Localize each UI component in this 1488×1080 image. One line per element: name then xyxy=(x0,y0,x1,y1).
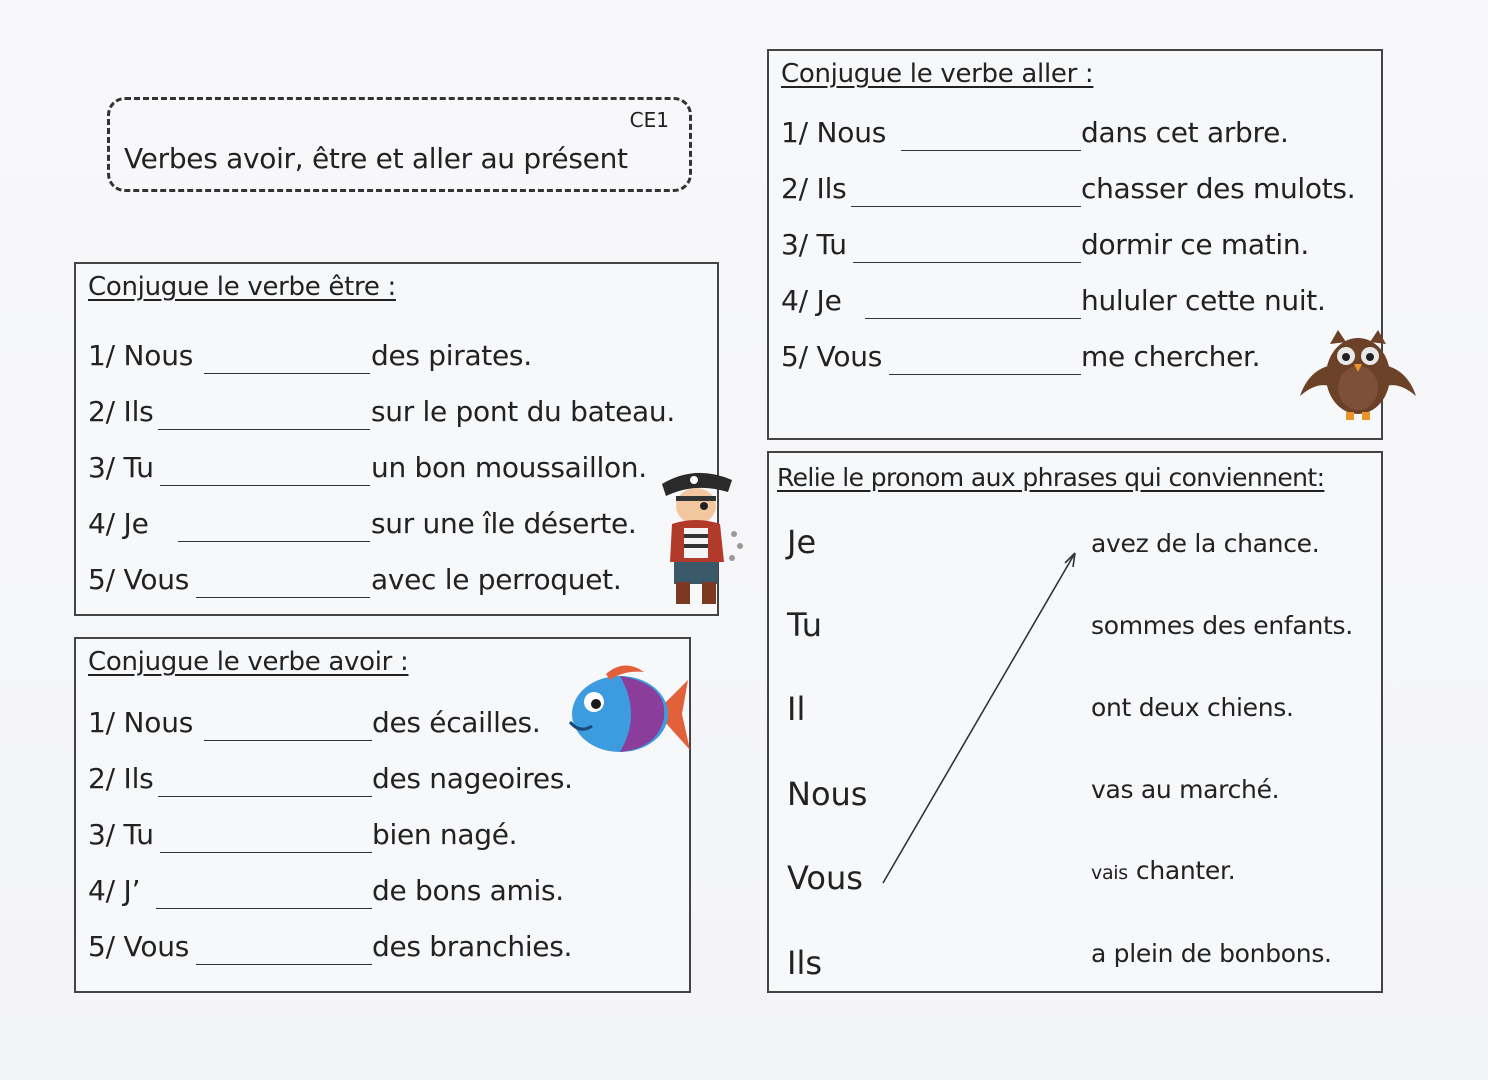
row-tail: des écailles. xyxy=(372,706,541,739)
row-label: 1/ Nous xyxy=(88,339,194,372)
relie-box xyxy=(767,451,1383,993)
row-label: 5/ Vous xyxy=(88,930,190,963)
title-box xyxy=(107,97,692,192)
row-tail: sur le pont du bateau. xyxy=(371,395,675,428)
row-label: 2/ Ils xyxy=(88,395,154,428)
row-label: 2/ Ils xyxy=(88,762,154,795)
row-label: 2/ Ils xyxy=(781,172,847,205)
row-label: 5/ Vous xyxy=(88,563,190,596)
answer-blank[interactable] xyxy=(156,908,372,909)
row-label: 1/ Nous xyxy=(88,706,194,739)
row-tail: dans cet arbre. xyxy=(1081,116,1289,149)
row-label: 3/ Tu xyxy=(88,451,154,484)
answer-blank[interactable] xyxy=(889,374,1081,375)
pronoun-il[interactable]: Il xyxy=(787,690,806,728)
answer-blank[interactable] xyxy=(178,541,370,542)
row-label: 3/ Tu xyxy=(781,228,847,261)
connector-line xyxy=(769,453,1385,995)
row-tail: des branchies. xyxy=(372,930,573,963)
phrase-5-text: chanter. xyxy=(1135,856,1236,885)
phrase-3[interactable]: ont deux chiens. xyxy=(1091,693,1294,722)
phrase-6[interactable]: a plein de bonbons. xyxy=(1091,939,1332,968)
relie-title: Relie le pronom aux phrases qui conviennent: xyxy=(777,463,1325,492)
phrase-5-verb: vais xyxy=(1091,862,1128,884)
answer-blank[interactable] xyxy=(204,373,370,374)
row-tail: des pirates. xyxy=(371,339,532,372)
row-tail: avec le perroquet. xyxy=(371,563,622,596)
phrase-2[interactable]: sommes des enfants. xyxy=(1091,611,1353,640)
row-tail: de bons amis. xyxy=(372,874,564,907)
row-label: 4/ Je xyxy=(781,284,842,317)
pronoun-tu[interactable]: Tu xyxy=(787,606,822,644)
row-tail: me chercher. xyxy=(1081,340,1261,373)
answer-blank[interactable] xyxy=(158,429,370,430)
owl-icon xyxy=(1298,326,1418,424)
pronoun-vous[interactable]: Vous xyxy=(787,859,863,897)
row-label: 1/ Nous xyxy=(781,116,887,149)
row-tail: sur une île déserte. xyxy=(371,507,637,540)
avoir-title: Conjugue le verbe avoir : xyxy=(88,647,409,677)
etre-title: Conjugue le verbe être : xyxy=(88,272,396,302)
aller-title: Conjugue le verbe aller : xyxy=(781,59,1094,89)
row-tail: bien nagé. xyxy=(372,818,518,851)
pronoun-nous[interactable]: Nous xyxy=(787,775,868,813)
etre-box xyxy=(74,262,719,616)
pronoun-ils[interactable]: Ils xyxy=(787,944,822,982)
row-label: 3/ Tu xyxy=(88,818,154,851)
answer-blank[interactable] xyxy=(160,852,372,853)
row-label: 5/ Vous xyxy=(781,340,883,373)
row-label: 4/ J’ xyxy=(88,874,141,907)
phrase-1[interactable]: avez de la chance. xyxy=(1091,529,1320,558)
answer-blank[interactable] xyxy=(865,318,1081,319)
row-tail: chasser des mulots. xyxy=(1081,172,1356,205)
answer-blank[interactable] xyxy=(901,150,1081,151)
level-label: CE1 xyxy=(629,108,669,132)
answer-blank[interactable] xyxy=(204,740,372,741)
row-tail: des nageoires. xyxy=(372,762,573,795)
aller-box xyxy=(767,49,1383,440)
answer-blank[interactable] xyxy=(196,964,372,965)
row-label: 4/ Je xyxy=(88,507,149,540)
pronoun-je[interactable]: Je xyxy=(787,523,817,561)
row-tail: un bon moussaillon. xyxy=(371,451,647,484)
answer-blank[interactable] xyxy=(851,206,1081,207)
answer-blank[interactable] xyxy=(158,796,372,797)
fish-icon xyxy=(558,662,693,772)
phrase-4[interactable]: vas au marché. xyxy=(1091,775,1280,804)
answer-blank[interactable] xyxy=(196,597,370,598)
arrow-head-icon xyxy=(1065,553,1075,567)
answer-blank[interactable] xyxy=(853,262,1081,263)
row-tail: hululer cette nuit. xyxy=(1081,284,1326,317)
row-tail: dormir ce matin. xyxy=(1081,228,1309,261)
answer-blank[interactable] xyxy=(160,485,370,486)
pirate-icon xyxy=(650,462,750,612)
page-title: Verbes avoir, être et aller au présent xyxy=(124,142,628,175)
